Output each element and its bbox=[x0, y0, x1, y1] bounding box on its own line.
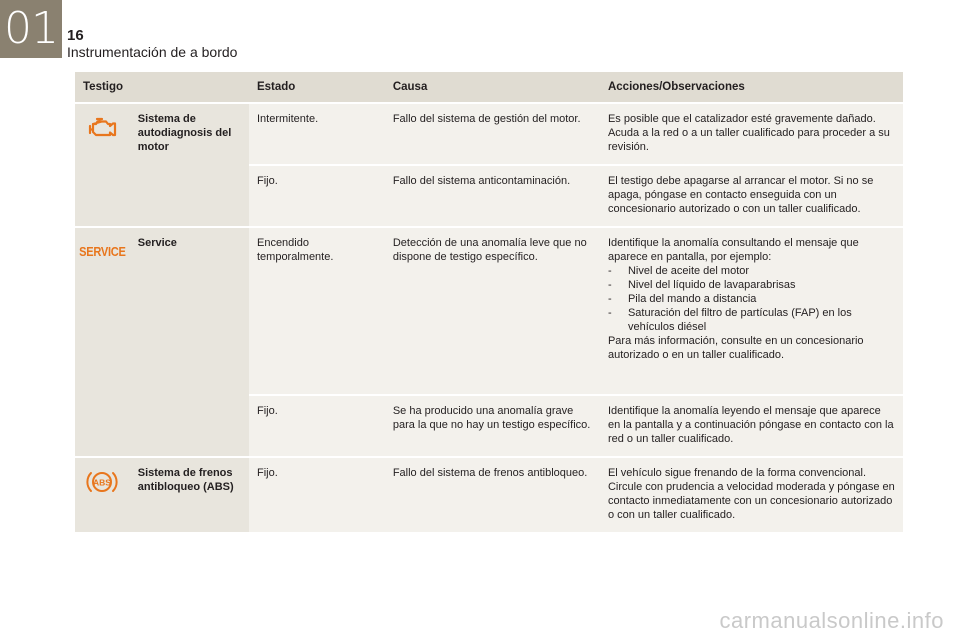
indicator-name: Service bbox=[130, 228, 249, 456]
state-cell: Fijo. bbox=[249, 166, 385, 226]
chapter-tab bbox=[0, 0, 62, 58]
list-item: - Nivel del líquido de lavaparabrisas bbox=[608, 278, 895, 292]
icon-cell bbox=[75, 458, 130, 532]
table-row bbox=[75, 458, 903, 532]
abs-icon-label: ABS bbox=[93, 477, 112, 488]
abs-icon bbox=[85, 468, 119, 496]
actions-cell: El testigo debe apagarse al arrancar el motor. Si no se apaga, póngase en contacto enseguida con un concesionario autorizado o con un taller cualificado. bbox=[600, 166, 903, 226]
chapter-number: 01 bbox=[4, 3, 58, 54]
state-cell: Fijo. bbox=[249, 458, 385, 532]
cause-cell: Fallo del sistema de gestión del motor. bbox=[385, 104, 600, 164]
actions-intro: Identifique la anomalía consultando el mensaje que aparece en pantalla, por ejemplo: bbox=[607, 237, 859, 263]
watermark: carmanualsonline.info bbox=[719, 608, 944, 633]
table-row bbox=[75, 228, 903, 394]
column-header-causa: Causa bbox=[385, 72, 600, 102]
cause-cell: Se ha producido una anomalía grave para la que no hay un testigo específico. bbox=[385, 396, 600, 456]
list-item: - Pila del mando a distancia bbox=[608, 292, 895, 306]
icon-cell bbox=[75, 104, 130, 226]
actions-outro: Para más información, consulte en un concesionario autorizado o en un taller cualificado. bbox=[607, 335, 864, 361]
section-title: Instrumentación de a bordo bbox=[67, 44, 238, 60]
list-item: - Nivel de aceite del motor bbox=[608, 264, 895, 278]
column-header-testigo: Testigo bbox=[75, 72, 249, 102]
state-cell: Fijo. bbox=[249, 396, 385, 456]
example-list bbox=[608, 264, 895, 334]
engine-warning-icon bbox=[87, 117, 117, 139]
table-row bbox=[75, 104, 903, 164]
cause-cell: Fallo del sistema de frenos antibloqueo. bbox=[385, 458, 600, 532]
indicator-name: Sistema de autodiagnosis del motor bbox=[130, 104, 249, 226]
actions-cell: El vehículo sigue frenando de la forma convencional. Circule con prudencia a velocidad moderada y póngase en contacto inmediatamente con un concesionario autorizado o con un taller cualificado. bbox=[600, 458, 903, 532]
icon-cell bbox=[75, 228, 130, 456]
table-header-row bbox=[75, 72, 903, 102]
column-header-estado: Estado bbox=[249, 72, 385, 102]
list-item: - Saturación del filtro de partículas (FAP) en los vehículos diésel bbox=[608, 306, 895, 334]
actions-cell: Es posible que el catalizador esté gravemente dañado. Acuda a la red o a un taller cualificado para proceder a su revisión. bbox=[600, 104, 903, 164]
warning-lights-table bbox=[75, 70, 903, 534]
actions-cell bbox=[600, 228, 903, 394]
indicator-name: Sistema de frenos antibloqueo (ABS) bbox=[130, 458, 249, 532]
column-header-acciones: Acciones/Observaciones bbox=[600, 72, 903, 102]
service-icon: SERVICE bbox=[79, 244, 126, 259]
state-cell: Intermitente. bbox=[249, 104, 385, 164]
cause-cell: Fallo del sistema anticontaminación. bbox=[385, 166, 600, 226]
actions-cell: Identifique la anomalía leyendo el mensaje que aparece en la pantalla y a continuación póngase en contacto con la red o un taller cualificado. bbox=[600, 396, 903, 456]
cause-cell: Detección de una anomalía leve que no dispone de testigo específico. bbox=[385, 228, 600, 394]
state-cell: Encendido temporalmente. bbox=[249, 228, 385, 394]
page-number: 16 bbox=[67, 27, 84, 44]
